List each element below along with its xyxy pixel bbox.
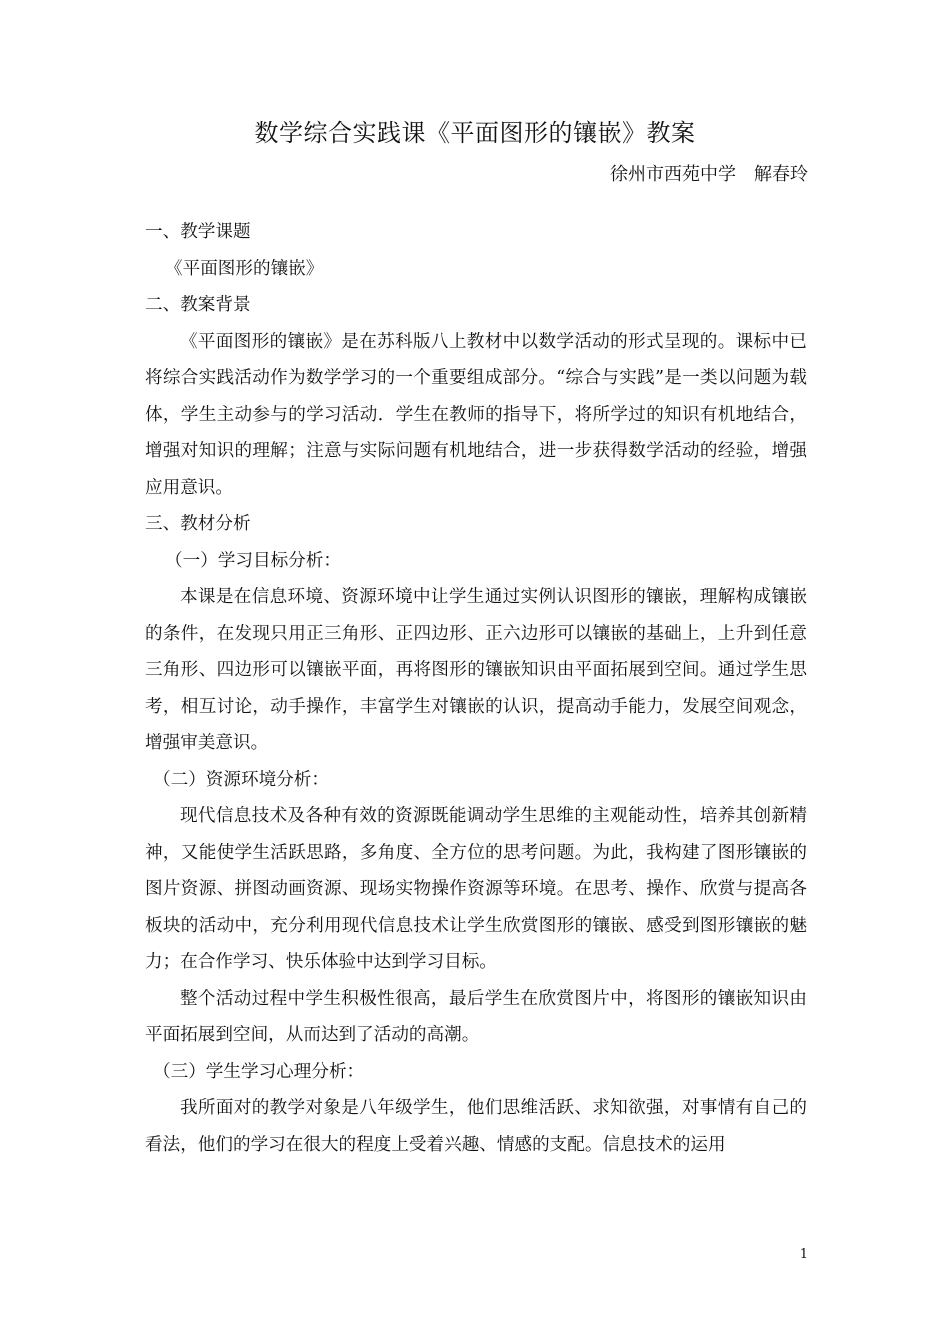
section-heading-1: 一、教学课题 (145, 222, 251, 242)
section-heading-2: 二、教案背景 (145, 295, 251, 315)
section-2-paragraph: 《平面图形的镶嵌》是在苏科版八上教材中以数学活动的形式呈现的。课标中已将综合实践活动作为数学学习的一个重要组成部分。“综合与实践”是一类以问题为载体，学生主动参与的学习活动．学生在教师的指导下，将所学过的知识有机地结合，增强对知识的理解；注意与实际问题有机地结合，进一步获得数学活动的经验，增强应用意识。 (145, 331, 807, 498)
section-heading-3: 三、教材分析 (145, 514, 251, 534)
section-1-text: 《平面图形的镶嵌》 (165, 258, 324, 279)
subsection-2-paragraph-2: 整个活动过程中学生积极性很高，最后学生在欣赏图片中，将图形的镶嵌知识由平面拓展到空间，从而达到了活动的高潮。 (145, 988, 807, 1045)
subsection-heading-2: （二）资源环境分析： (153, 769, 329, 790)
subsection-3-paragraph: 我所面对的教学对象是八年级学生，他们思维活跃、求知欲强，对事情有自己的看法，他们的学习在很大的程度上受着兴趣、情感的支配。信息技术的运用 (145, 1098, 807, 1155)
subsection-2-paragraph-1: 现代信息技术及各种有效的资源既能调动学生思维的主观能动性，培养其创新精神，又能使学生活跃思路，多角度、全方位的思考问题。为此，我构建了图形镶嵌的图片资源、拼图动画资源、现场实物操作资源等环境。在思考、操作、欣赏与提高各板块的活动中，充分利用现代信息技术让学生欣赏图形的镶嵌、感受到图形镶嵌的魅力；在合作学习、快乐体验中达到学习目标。 (145, 806, 807, 972)
subsection-heading-3: （三）学生学习心理分析： (153, 1061, 365, 1082)
document-title: 数学综合实践课《平面图形的镶嵌》教案 (254, 119, 696, 147)
subsection-1-paragraph: 本课是在信息环境、资源环境中让学生通过实例认识图形的镶嵌，理解构成镶嵌的条件，在发现只用正三角形、正四边形、正六边形可以镶嵌的基础上，上升到任意三角形、四边形可以镶嵌平面，再将图形的镶嵌知识由平面拓展到空间。通过学生思考，相互讨论，动手操作，丰富学生对镶嵌的认识，提高动手能力，发展空间观念，增强审美意识。 (145, 587, 807, 753)
page-number: 1 (799, 1247, 808, 1262)
subsection-heading-1: （一）学习目标分析： (165, 550, 341, 571)
document-body (145, 214, 807, 1163)
author-line: 徐州市西苑中学 解春玲 (610, 164, 808, 185)
